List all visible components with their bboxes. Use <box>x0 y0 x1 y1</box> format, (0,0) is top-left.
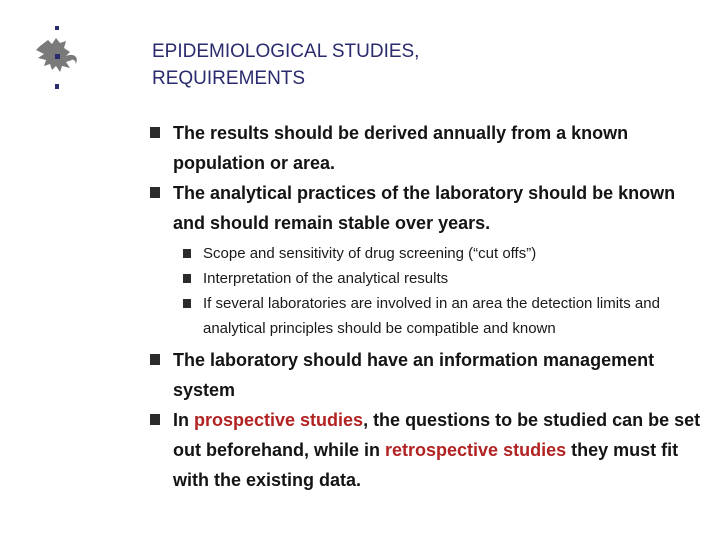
sub-bullet-item <box>178 266 702 291</box>
slide-title-line-2: REQUIREMENTS <box>152 68 306 89</box>
highlight-term-retrospective: retrospective studies <box>385 440 567 460</box>
bullet-text-part-2: , the questions to be studied can be set out beforehand, while in <box>173 410 701 460</box>
square-bullet-icon <box>150 127 160 138</box>
bullet-text: The analytical practices of the laboratory should be known and should remain stable over years. <box>173 183 676 233</box>
sub-bullet-item <box>178 241 702 266</box>
university-logo <box>26 26 88 98</box>
square-bullet-icon <box>183 299 191 308</box>
sub-bullet-item <box>178 291 702 341</box>
square-bullet-icon <box>150 354 160 365</box>
highlight-term-prospective: prospective studies <box>194 410 364 430</box>
bullet-text: The laboratory should have an information management system <box>173 350 655 400</box>
bullet-item <box>146 178 702 238</box>
logo-square-top <box>55 26 59 30</box>
square-bullet-icon <box>183 274 191 283</box>
bullet-item <box>146 405 702 495</box>
bullet-item <box>146 118 702 178</box>
bullet-text-part-1: In <box>173 410 194 430</box>
square-bullet-icon <box>150 414 160 425</box>
bullet-item <box>146 345 702 405</box>
logo-lion-shape <box>36 38 72 72</box>
sub-bullet-text: If several laboratories are involved in an area the detection limits and analytical principles should be compatible and known <box>203 295 660 337</box>
slide-title-line-1: EPIDEMIOLOGICAL STUDIES, <box>152 41 420 62</box>
sub-bullet-text: Interpretation of the analytical results <box>203 270 449 287</box>
slide-content <box>146 118 702 495</box>
sub-bullet-list <box>146 241 702 341</box>
slide-title <box>152 38 672 92</box>
sub-bullet-text: Scope and sensitivity of drug screening (“cut offs”) <box>203 245 537 262</box>
square-bullet-icon <box>150 187 160 198</box>
bullet-text-part-3: they must fit with the existing data. <box>173 440 679 490</box>
logo-square-middle <box>55 54 60 59</box>
logo-square-bottom <box>55 84 59 89</box>
bullet-text: The results should be derived annually from a known population or area. <box>173 123 629 173</box>
square-bullet-icon <box>183 249 191 258</box>
